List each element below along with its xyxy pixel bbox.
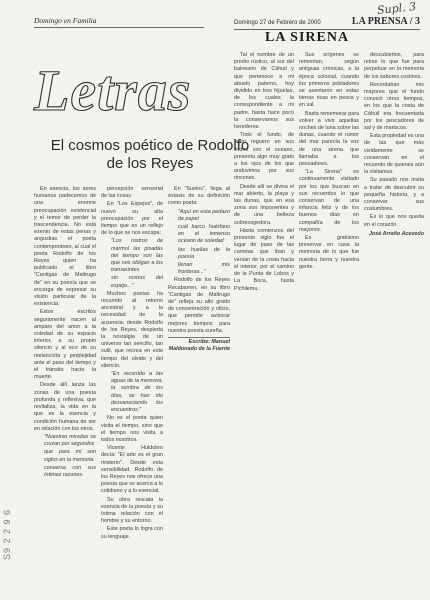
paragraph: Hasta comienzos del presente siglo fue el lugar de paso de las carretas que iban y venían de la costa hacia el interior, por el camino de la Punta de Lobos y La Boca, hasta Pichilemu. (234, 227, 294, 292)
paragraph: Sus orígenes se remontan, según antiguas crónicas, a la época colonial, cuando los primeros pobladores se asentaron en estas tierras ricas en pesca y en sal. (299, 52, 359, 109)
paragraph: En "Suelos", llega al éxtasis de su definición como poeta: (168, 186, 230, 207)
paragraph: Todo el fundo, de buen reguero en sus lindes con el océano, presenta algo muy grato a los ojos de los que anduvimos por sus rincones. (234, 132, 294, 182)
archive-stamp: S9 2 2 9 6 (2, 508, 12, 560)
paragraph: percepción sensorial de las cosas (101, 186, 163, 200)
poem-verse: cuál barco huérfano en el inmenso océano de soledad (178, 224, 230, 245)
poem-verse: "Aquí en esta pedazo de papel (178, 208, 230, 222)
paragraph: Es gratísimo preservar en casa la memoria de lo que fue nuestra tierra y nuestra gente. (299, 235, 359, 270)
paragraph: "La Sirena" es continuamente visitado por los que buscan en sus recuerdos lo que conservan de una infancia feliz y de los buenos días en compañía de los mayores. (299, 169, 359, 233)
handwritten-note: Supl. 3 (376, 0, 417, 18)
section-heading: Letras (34, 58, 192, 123)
poem-verse: llenan mis fronteras..." (178, 262, 230, 276)
paragraph: En esencia, los seres humanos padecemos de una enorme preocupación existencial y el temor de perder la trascendencia. No está exento de estas penas y angustias el poeta contemporáneo, al cual el poeta Rodolfo de los Reyes quien ha publicado el libro "Cantigas de Maltrugo de" en su poesía que se encarga de expresar su visión particular de la existencia. (34, 186, 96, 308)
article-headline: El cosmos poético de Rodolfo de los Reyes (50, 137, 250, 172)
paragraph: Desde allí lanza las zonas de una poesía profunda y reflexiva, que revitaliza, la vida en la que es la esencia y condición humana de ser en relación con los otros. (34, 382, 96, 432)
poem-verse: las huellas de la poesía (178, 246, 230, 260)
paragraph: No es el poeta quien visita el tiempo, sino que el tiempo nos visita a todos nosotros. (101, 415, 163, 443)
paragraph: Tal el nombre de un predio rústico, al sur del balneario de Cáhuil y que pertenece a mi abuelo paterno, hoy dividido en tres hijuelas, de los cuales la correspondiente a mi padre, hasta hace poco la conservamos sus herederos. (234, 52, 294, 131)
issue-date: Domingo 27 de Febrero de 2000 (234, 20, 321, 26)
paragraph: descubiertos, para reirse lo que fue para perpetuar en la memoria de los sabores costinos. (364, 52, 424, 80)
newspaper-brand: LA PRENSA / 3 (351, 16, 420, 27)
article-column-3 (168, 186, 230, 386)
author-signature: José Arraño Acevedo (368, 230, 424, 237)
paragraph: Desde allí se divisa el mar abierto, la playa y las dunas, que en esa zona son imponentes y de una belleza sobrecogedora. (234, 183, 294, 226)
paragraph: Vicente Huidobro decía: "El arte es el gran misterio". Desde esta sensibilidad, Rodolfo de los Reyes nos ofrece una poesía que se acerca a lo cotidiano y a lo esencial. (101, 445, 163, 495)
author-signature: Escribe: Manuel Maldonado de la Fuente (168, 339, 230, 353)
paragraph: Este poeta lo logra con su lenguaje. (101, 526, 163, 540)
poem-verse: sin rostros del espejo..." (111, 275, 163, 289)
paragraph: Muchos poetas ha recurrido al retorno ancestral y a la necesidad de la ausencia; desde Rodolfo de los Reyes, despierta la nostalgia de un universo tan sencillo, tan sutil, que recrea en este tiempo del olvido y del silencio. (101, 290, 163, 369)
poem-verse: conversa con sus íntimas razones. (44, 464, 96, 478)
newspaper-header (234, 16, 420, 30)
supplement-header: Domingo en Familia (34, 16, 204, 28)
article-column-2 (101, 186, 163, 590)
paragraph: Estos escritos seguramente nacen al amparo del amor a la soledad de su espacio interior, a su propio silencio y al eco de su melancolía y perplejidad ante el paso del tiempo y el tránsito hacia la muerte. (34, 309, 96, 381)
poem-verse: "Nuestras miradas se cruzan por segundos (44, 433, 96, 448)
article-column-1 (34, 186, 96, 590)
article-column-6 (364, 52, 424, 590)
paragraph: Esta propiedad es una de las que más vividamente se conservan en el recuerdo de quienes aún la visitamos. (364, 133, 424, 176)
paragraph: Recordaban mis mayores que el fundo conoció otros tiempos, en los que la costa de Cáhuil era frecuentada por los pescadores de sal y de mariscos. (364, 81, 424, 132)
article-column-5 (299, 52, 359, 590)
paragraph: Su pasado nos invita a tratar de descubrir su pequeña historia, y a conservar sus costumbres. (364, 177, 424, 213)
paragraph: Es lo que nos queda en el corazón. (364, 214, 424, 228)
poem-verse: "En recorrido a las aguas de la memoria, la sombra de los días, se han ido desvaneciendo los encuentros." (111, 371, 163, 414)
poem-verse: "Los rostros de mármol las pisadas del tiempo son las que nos obligan a los transeúntes (111, 238, 163, 274)
paragraph: Basta rememorar para volver a vivir aquellas noches de luna sobre las dunas, cuando el rumor del mar parecía la voz de una sirena que llamaba a los pescadores. (299, 110, 359, 168)
article-column-4 (234, 52, 294, 590)
paragraph: Su obra rescata la esencia de la poesía y su íntima relación con el hombre y su entorno. (101, 496, 163, 525)
paragraph: Rodolfo de los Reyes Recabarren, en su libro "Cantigas de Maltrugo de" refleja su alto grado de concentración y oficio, que permite avizorar mejores tiempos para nuestra poesía sureña. (168, 277, 230, 334)
paragraph: En "Los Espejos", de nuevo su alta preocupación por el tiempo que es un reflejo de lo que se nos escapa: (101, 201, 163, 237)
section-title: LA SIRENA (265, 30, 350, 45)
poem-verse: que para mí son siglos en la memoria (44, 449, 96, 463)
